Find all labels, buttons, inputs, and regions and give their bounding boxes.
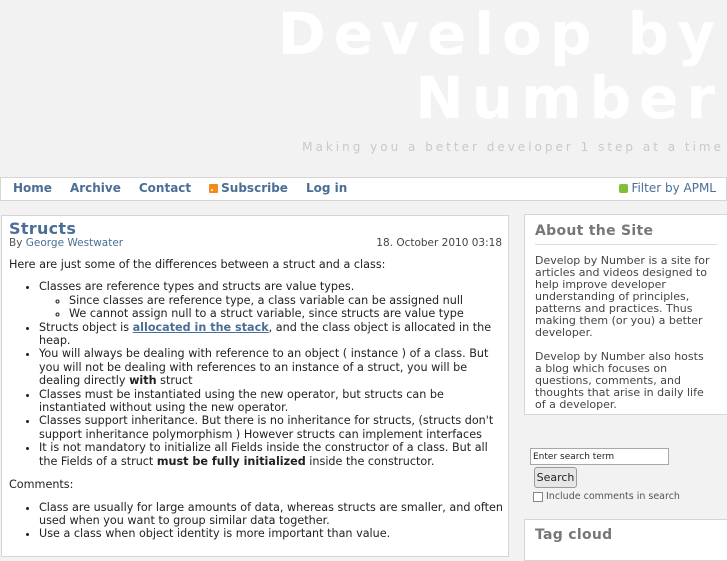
include-comments-label: Include comments in search	[546, 491, 680, 502]
sub-list	[39, 294, 503, 321]
about-text	[535, 255, 711, 423]
bullet-text: inside the constructor.	[305, 454, 435, 468]
site-tagline: Making you a better developer 1 step at a time	[302, 140, 724, 154]
bullet-text: It is not mandatory to initialize all Fields inside the constructor of a class. But all the Fields of a struct	[39, 441, 488, 468]
post-date: 18. October 2010 03:18	[376, 237, 502, 249]
apml-filter-link[interactable]: Filter by APML	[631, 181, 716, 195]
post-intro: Here are just some of the differences between a struct and a class:	[9, 258, 386, 271]
post-byline	[9, 237, 123, 249]
search-button[interactable]: Search	[534, 467, 577, 488]
post-body	[9, 258, 503, 551]
list-item: • Classes support inheritance. But there is no inheritance for structs, (structs don't support inheritance polymorphism ) However structs can implement interfaces	[39, 414, 503, 441]
about-paragraph: Develop by Number also hosts a blog which focuses on questions, comments, and thoughts that arise in daily life of a developer.	[535, 350, 704, 411]
list-item: • Class are usually for large amounts of data, whereas structs are smaller, and often used when you want to group similar data together.	[39, 501, 503, 528]
nav-login-link[interactable]	[306, 181, 347, 195]
about-paragraph: Develop by Number is a site for articles and videos designed to help improve developer understanding of principles, patterns and practices. Thus making them (or you) a better developer.	[535, 254, 710, 339]
bullet-text: Structs object is	[39, 320, 133, 334]
nav-home-link[interactable]	[13, 181, 52, 195]
allocated-in-stack-link[interactable]: allocated in the stack	[132, 320, 269, 334]
blog-post	[1, 215, 509, 557]
main-navigation	[0, 177, 727, 201]
bullet-text: struct	[156, 374, 193, 388]
list-item	[39, 441, 503, 468]
tag-cloud-panel	[524, 519, 727, 561]
list-item	[39, 280, 503, 320]
list-item: • Use a class when object identity is more important than value.	[39, 527, 503, 540]
nav-subscribe-label: Subscribe	[221, 181, 288, 195]
post-author-link[interactable]: George Westwater	[25, 237, 124, 249]
list-item: ◦ We cannot assign null to a struct variable, since structs are value type	[69, 307, 503, 320]
bold-text: must be fully initialized	[156, 454, 306, 468]
tag-cloud-heading: Tag cloud	[535, 527, 613, 543]
bold-text: with	[129, 374, 157, 388]
nav-subscribe-link[interactable]	[209, 181, 288, 195]
nav-archive-label: Archive	[69, 181, 121, 195]
comments-label: Comments:	[9, 478, 74, 492]
include-comments-option[interactable]	[533, 491, 680, 502]
apml-icon	[619, 184, 628, 193]
divider	[535, 244, 717, 245]
rss-icon	[209, 184, 218, 193]
nav-home-label: Home	[13, 181, 52, 195]
differences-list	[9, 280, 503, 468]
site-title: Develop by Number	[277, 0, 723, 132]
nav-contact-link[interactable]	[139, 181, 191, 195]
bullet-text: You will always be dealing with reference to an object ( instance ) of a class. But you will not be dealing with references to an instance of a struct, you will be dealing directly	[39, 347, 489, 388]
nav-links	[13, 181, 365, 195]
nav-contact-label: Contact	[138, 181, 192, 195]
list-item: ◦ Since classes are reference type, a class variable can be assigned null	[69, 294, 503, 307]
nav-archive-link[interactable]	[70, 181, 121, 195]
comments-list	[9, 501, 503, 541]
nav-login-label: Log in	[305, 181, 348, 195]
about-site-panel	[524, 214, 727, 415]
about-heading: About the Site	[535, 223, 654, 239]
bullet-text: , and the class object is allocated in the heap.	[39, 320, 492, 348]
post-by-label: By	[9, 237, 23, 249]
include-comments-checkbox[interactable]	[533, 492, 543, 502]
search-input[interactable]	[530, 448, 669, 465]
post-title-link[interactable]: Structs	[9, 219, 77, 238]
bullet-text: Classes are reference types and structs are value types.	[39, 280, 355, 294]
list-item	[39, 347, 503, 387]
apml-filter[interactable]	[619, 181, 716, 195]
list-item: • Classes must be instantiated using the new operator, but structs can be instantiated without using the new operator.	[39, 388, 503, 415]
list-item	[39, 321, 503, 348]
